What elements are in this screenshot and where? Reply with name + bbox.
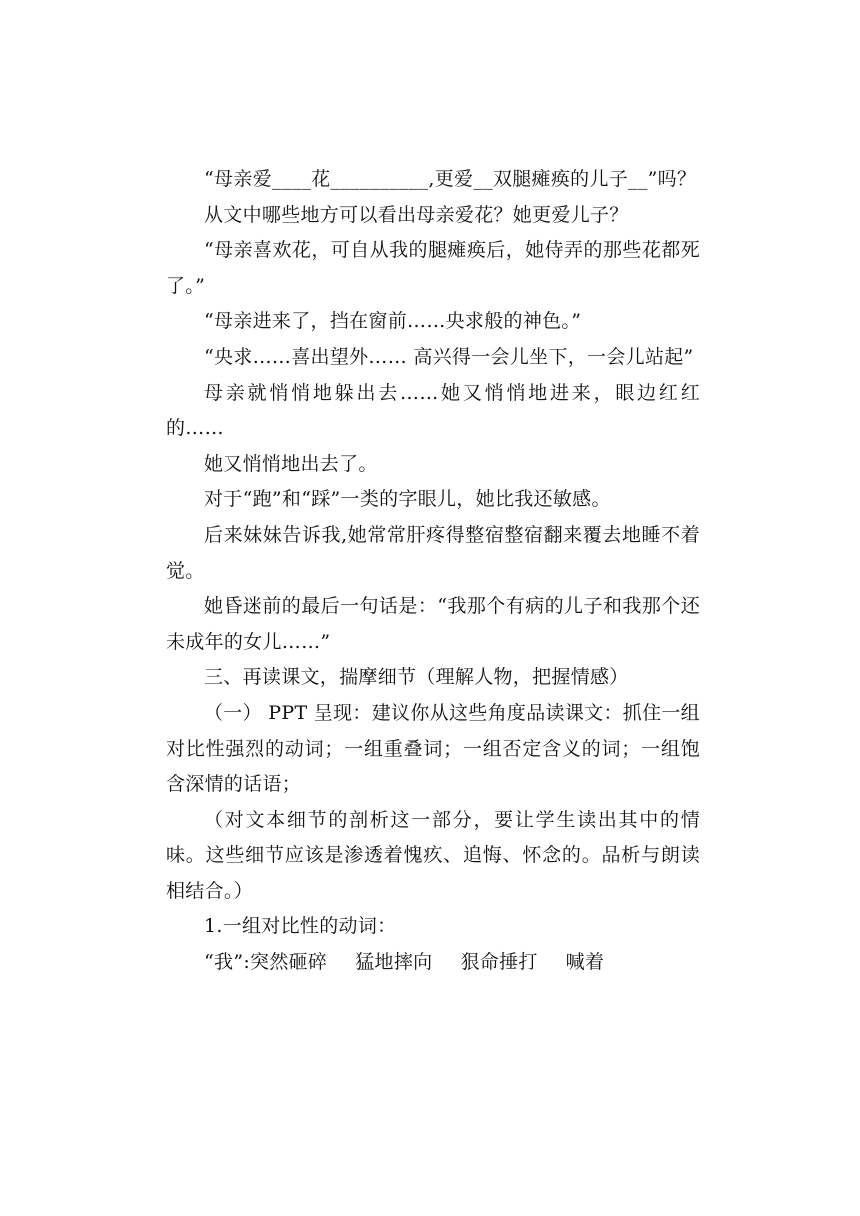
paragraph-sister-tells: 后来妹妹告诉我,她常常肝疼得整宿整宿翻来覆去地睡不着觉。 bbox=[166, 523, 700, 582]
paragraph-fill-blank-question: “母亲爱____花__________,更爱__双腿瘫痪的儿子__”吗？ bbox=[204, 168, 697, 190]
paragraph-question: 从文中哪些地方可以看出母亲爱花？她更爱儿子？ bbox=[204, 203, 629, 226]
paragraph-mother-leaves: 她又悄悄地出去了。 bbox=[204, 452, 378, 475]
verb-item: 猛地摔向 bbox=[355, 951, 433, 974]
paragraph-teaching-note: （对文本细节的剖析这一部分，要让学生读出其中的情味。这些细节应该是渗透着愧疚、追悔、怀念的。品析与朗读相结合。） bbox=[166, 808, 700, 902]
paragraph-last-words: 她昏迷前的最后一句话是：“我那个有病的儿子和我那个还未成年的女儿……” bbox=[166, 595, 700, 653]
paragraph-quote-window: “母亲进来了，挡在窗前……央求般的神色。” bbox=[204, 310, 582, 333]
verb-item: 狠命捶打 bbox=[460, 951, 538, 974]
paragraph-mother-hides: 母亲就悄悄地躲出去……她又悄悄地进来，眼边红红的…… bbox=[166, 381, 700, 440]
verb-item: 喊着 bbox=[565, 951, 605, 974]
list-item-contrast-verbs: 1.一组对比性的动词： bbox=[204, 915, 397, 938]
paragraph-quote-flowers: “母亲喜欢花，可自从我的腿瘫痪后，她侍弄的那些花都死了。” bbox=[166, 239, 700, 297]
verbs-label: “我”:突然砸碎 bbox=[204, 951, 328, 974]
document-body bbox=[166, 162, 700, 981]
section-heading: 三、再读课文，揣摩细节（理解人物，把握情感） bbox=[204, 666, 629, 689]
paragraph-sensitive-words: 对于“跑”和“踩”一类的字眼儿，她比我还敏感。 bbox=[204, 488, 611, 511]
paragraph-quote-pleading: “央求……喜出望外…… 高兴得一会儿坐下，一会儿站起” bbox=[204, 345, 694, 368]
verbs-line bbox=[166, 945, 700, 981]
paragraph-ppt-suggestion: （一） PPT 呈现：建议你从这些角度品读课文：抓住一组对比性强烈的动词；一组重叠词；一组否定含义的词；一组饱含深情的话语； bbox=[166, 701, 700, 796]
